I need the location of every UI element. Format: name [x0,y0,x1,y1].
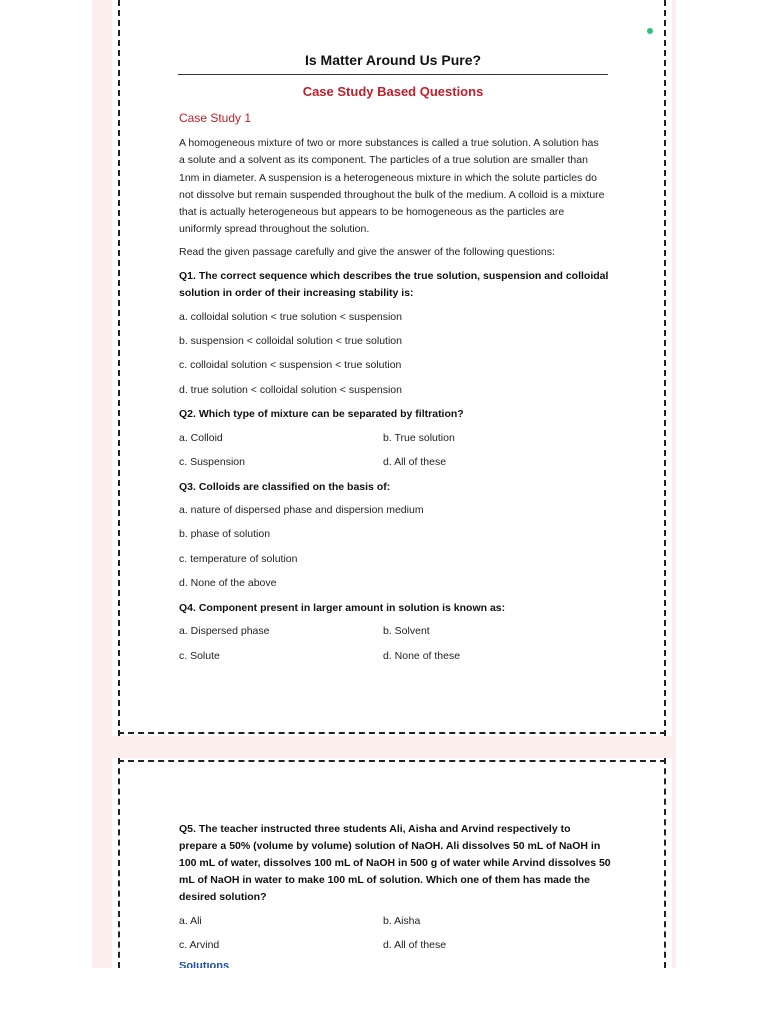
q4-option-c: c. Solute [179,650,220,662]
q2-option-d: d. All of these [383,456,447,468]
q5-option-b: b. Aisha [383,915,421,927]
q4-option-a: a. Dispersed phase [179,625,270,637]
q3-option-c: c. temperature of solution [179,553,298,565]
page-border-left [118,0,120,736]
q3-option-a: a. nature of dispersed phase and dispersion medium [179,504,424,516]
q1-option-d: d. true solution < colloidal solution < suspension [179,384,402,396]
question-4: Q4. Component present in larger amount in solution is known as: [179,602,506,614]
section-subtitle: Case Study Based Questions [302,84,484,99]
page-gap [92,736,676,758]
passage-text: A homogeneous mixture of two or more substances is called a true solution. A solution has a solute and a solvent as its component. The particles of a true solution are smaller than 1nm in diameter. A suspension is a heterogeneous mixture in which the solute particles do not dissolve but remain suspended throughout the bulk of the medium. A colloid is a mixture that is actually heterogeneous but appears to be homogeneous as the particles are uniformly spread throughout the solution. [179,137,605,236]
cut-off-heading-text: Solutions [179,962,230,968]
status-dot [647,28,653,34]
q4-option-d: d. None of these [383,650,461,662]
case-study-label: Case Study 1 [179,111,252,125]
question-2: Q2. Which type of mixture can be separated by filtration? [179,408,464,420]
q1-option-b: b. suspension < colloidal solution < true solution [179,335,402,347]
q2-option-a: a. Colloid [179,432,223,444]
q2-option-b: b. True solution [383,432,455,444]
question-5: Q5. The teacher instructed three students Ali, Aisha and Arvind respectively to prepare a 50% (volume by volume) solution of NaOH. Ali dissolves 50 mL of NaOH in 100 mL of water, dissolves 100 mL of NaOH in 500 g of water while Arvind dissolves 50 mL of NaOH in water to make 100 mL of solution. Which one of them has made the desired solution? [179,823,611,903]
cut-off-heading [179,962,237,968]
page-title: Is Matter Around Us Pure? [304,52,482,68]
page-border-right [664,758,666,968]
q4-option-b: b. Solvent [383,625,430,637]
page-border-top [118,760,666,762]
question-1: Q1. The correct sequence which describes the true solution, suspension and colloidal solution in order of their increasing stability is: [179,270,609,299]
question-3: Q3. Colloids are classified on the basis of: [179,481,391,493]
page-border-right [664,0,666,736]
page-border-bottom [118,732,666,734]
page-border-left [118,758,120,968]
q1-option-a: a. colloidal solution < true solution < suspension [179,311,402,323]
title-divider [178,74,608,75]
q2-option-c: c. Suspension [179,456,245,468]
q3-option-b: b. phase of solution [179,528,271,540]
q5-option-c: c. Arvind [179,939,220,951]
q3-option-d: d. None of the above [179,577,277,589]
q5-option-d: d. All of these [383,939,447,951]
instruction-text: Read the given passage carefully and give the answer of the following questions: [179,246,555,258]
q5-option-a: a. Ali [179,915,202,927]
q1-option-c: c. colloidal solution < suspension < true solution [179,359,402,371]
